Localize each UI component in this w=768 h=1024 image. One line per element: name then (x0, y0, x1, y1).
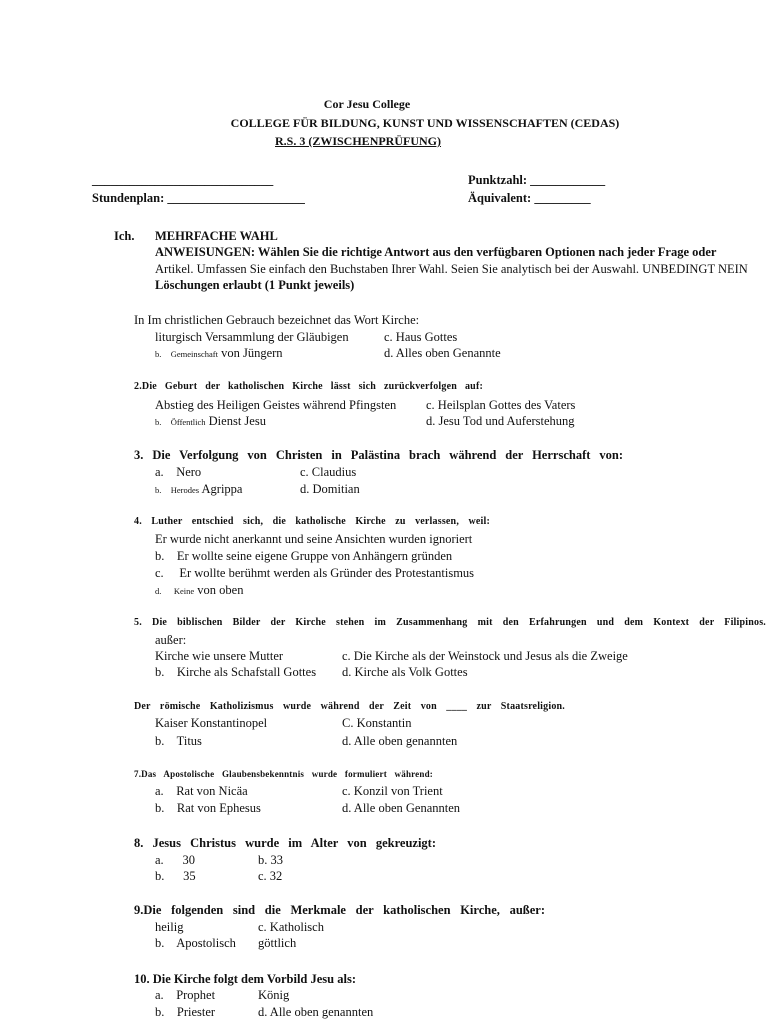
instructions-line-2: Artikel. Umfassen Sie einfach den Buchstaben Ihrer Wahl. Seien Sie analytisch bei der Auswahl. UNBEDINGT NEIN (155, 262, 748, 276)
q4-option-b-prefix: b. (155, 549, 165, 563)
q1-option-b-small: Gemeinschaft (170, 349, 218, 359)
q7-option-a-prefix: a. (155, 784, 164, 798)
q4-option-c-prefix: c. (155, 566, 164, 580)
school-name: Cor Jesu College (323, 97, 411, 111)
q2-option-b (155, 413, 266, 430)
q1-option-b-prefix: b. (155, 349, 162, 359)
q3-option-d: d. Domitian (300, 482, 360, 496)
name-blank-line: _____________________________ (92, 173, 274, 187)
q4-option-d-text: von oben (197, 583, 244, 597)
q5-option-b-prefix: b. (155, 665, 165, 679)
q3-option-c: c. Claudius (300, 465, 357, 479)
q4-option-d (155, 582, 243, 599)
q4-option-c-text: Er wollte berühmt werden als Gründer des Protestantismus (179, 566, 475, 580)
instructions-line-3: Löschungen erlaubt (1 Punkt jeweils) (155, 278, 355, 292)
equivalent-field: Äquivalent: _________ (468, 191, 591, 205)
q10-option-a (155, 987, 215, 1003)
q7-option-d: d. Alle oben Genannten (342, 801, 461, 815)
q8-option-a-text: 30 (182, 853, 195, 867)
q4-option-d-small: Keine (173, 586, 195, 596)
q3-option-b (155, 481, 242, 498)
q1-option-d: d. Alles oben Genannte (384, 346, 501, 360)
q6-option-d: d. Alle oben genannten (342, 734, 458, 748)
q1-option-b-text: von Jüngern (221, 346, 283, 360)
q9-option-b-prefix: b. (155, 936, 165, 950)
q9-option-c: c. Katholisch (258, 920, 324, 934)
q3-option-b-text: Agrippa (201, 482, 243, 496)
q8-option-b2-text: 35 (183, 869, 196, 883)
q9-text: 9.Die folgenden sind die Merkmale der katholischen Kirche, außer: (134, 903, 545, 917)
q8-option-b2 (155, 868, 196, 884)
q8-option-b2-prefix: b. (155, 869, 165, 883)
q6-option-b (155, 733, 202, 749)
q5-option-c: c. Die Kirche als der Weinstock und Jesus als die Zweige (342, 649, 628, 663)
q6-option-c: C. Konstantin (342, 716, 412, 730)
q10-option-b-text: Priester (176, 1005, 216, 1019)
score-field: Punktzahl: ____________ (468, 173, 606, 187)
q10-text: 10. Die Kirche folgt dem Vorbild Jesu als: (134, 972, 356, 986)
q2-option-b-small: Öffentlich (170, 417, 206, 427)
q3-option-a-prefix: a. (155, 465, 164, 479)
q8-option-a-prefix: a. (155, 853, 164, 867)
q3-text: 3. Die Verfolgung von Christen in Palästina brach während der Herrschaft von: (134, 448, 623, 462)
q3-option-a-text: Nero (176, 465, 202, 479)
q3-option-a (155, 464, 201, 480)
q5-option-d: d. Kirche als Volk Gottes (342, 665, 468, 679)
q3-option-b-small: Herodes (170, 485, 200, 495)
q3-option-b-prefix: b. (155, 485, 162, 495)
q8-option-a (155, 852, 195, 868)
q4-option-b-text: Er wollte seine eigene Gruppe von Anhängern gründen (176, 549, 453, 563)
q4-text: 4. Luther entschied sich, die katholische Kirche zu verlassen, weil: (134, 516, 490, 527)
q2-option-d: d. Jesu Tod und Auferstehung (426, 414, 575, 428)
q1-option-a: liturgisch Versammlung der Gläubigen (155, 330, 349, 344)
q5-option-b-text: Kirche als Schafstall Gottes (176, 665, 317, 679)
q2-option-a: Abstieg des Heiligen Geistes während Pfingsten (155, 398, 397, 412)
q5-option-b (155, 664, 316, 680)
q7-option-b-prefix: b. (155, 801, 165, 815)
q6-option-a: Kaiser Konstantinopel (155, 716, 268, 730)
q8-text: 8. Jesus Christus wurde im Alter von gekreuzigt: (134, 836, 436, 850)
q5-text: 5. Die biblischen Bilder der Kirche stehen im Zusammenhang mit den Erfahrungen und dem Kontext der Filipinos. (134, 617, 766, 628)
q8-option-c: c. 32 (258, 869, 283, 883)
q2-option-b-text: Dienst Jesu (208, 414, 266, 428)
q7-option-b-text: Rat von Ephesus (176, 801, 261, 815)
q7-option-b (155, 800, 261, 816)
q7-text: 7.Das Apostolische Glaubensbekenntnis wurde formuliert während: (134, 769, 433, 779)
q4-option-d-prefix: d. (155, 586, 162, 596)
q7-option-c: c. Konzil von Trient (342, 784, 443, 798)
q9-option-b-text: Apostolisch (176, 936, 236, 950)
q7-option-a-text: Rat von Nicäa (176, 784, 248, 798)
q1-text: In Im christlichen Gebrauch bezeichnet das Wort Kirche: (134, 313, 420, 327)
q6-option-b-prefix: b. (155, 734, 165, 748)
q4-option-a: Er wurde nicht anerkannt und seine Ansichten wurden ignoriert (155, 532, 473, 546)
q4-option-c (155, 565, 474, 581)
q10-option-b-prefix: b. (155, 1005, 165, 1019)
q10-option-b (155, 1004, 215, 1020)
q2-text: 2.Die Geburt der katholischen Kirche lässt sich zurückverfolgen auf: (134, 381, 483, 392)
q9-option-d: göttlich (258, 936, 297, 950)
q5-text-continued: außer: (155, 633, 187, 647)
q5-option-a: Kirche wie unsere Mutter (155, 649, 284, 663)
q1-option-c: c. Haus Gottes (384, 330, 458, 344)
q10-option-d: d. Alle oben genannten (258, 1005, 374, 1019)
q4-option-b (155, 548, 452, 564)
q9-option-a: heilig (155, 920, 184, 934)
q10-option-a-text: Prophet (176, 988, 216, 1002)
q6-option-b-text: Titus (176, 734, 202, 748)
exam-title: R.S. 3 (ZWISCHENPRÜFUNG) (275, 134, 442, 148)
q6-text: Der römische Katholizismus wurde während der Zeit von ____ zur Staatsreligion. (134, 701, 565, 712)
q10-option-c: König (258, 988, 290, 1002)
section-title: MEHRFACHE WAHL (155, 229, 278, 243)
schedule-field: Stundenplan: ______________________ (92, 191, 305, 205)
q9-option-b (155, 935, 236, 951)
q1-option-b (155, 345, 283, 362)
q2-option-b-prefix: b. (155, 417, 162, 427)
q7-option-a (155, 783, 248, 799)
college-name: COLLEGE FÜR BILDUNG, KUNST UND WISSENSCHAFTEN (CEDAS) (230, 116, 620, 130)
q10-option-a-prefix: a. (155, 988, 164, 1002)
instructions-line-1: ANWEISUNGEN: Wählen Sie die richtige Antwort aus den verfügbaren Optionen nach jeder Frage oder (155, 245, 717, 259)
q2-option-c: c. Heilsplan Gottes des Vaters (426, 398, 576, 412)
section-number: Ich. (114, 229, 135, 243)
q8-option-b: b. 33 (258, 853, 283, 867)
